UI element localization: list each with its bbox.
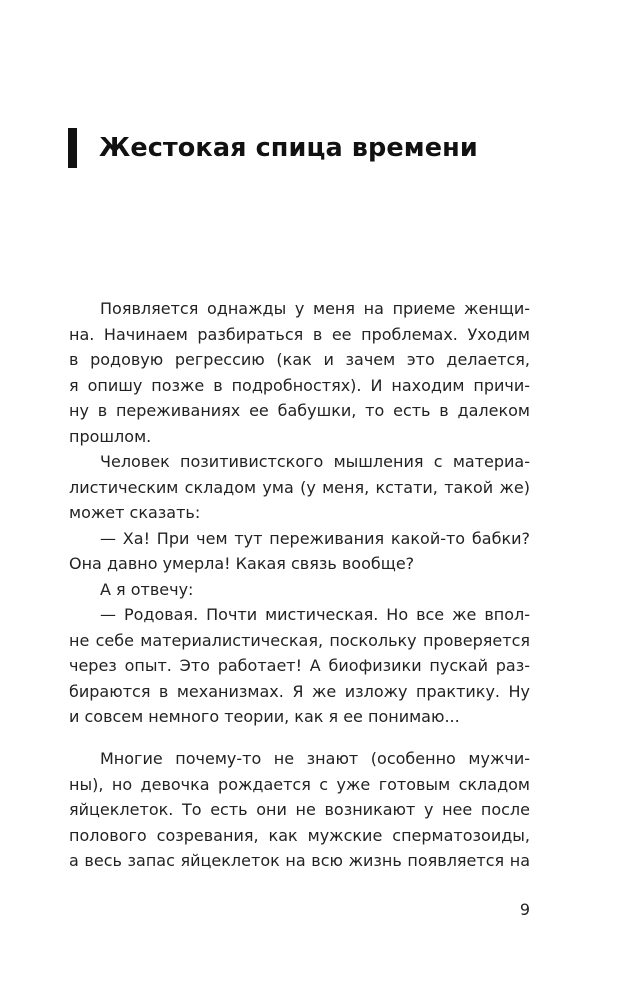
text-line: — Ха! При чем тут переживания какой-то бабки? [100, 528, 530, 548]
text-line: в родовую регрессию (как и зачем это делается, [69, 350, 530, 369]
text-line: может сказать: [69, 503, 201, 522]
text-line: и совсем немного теории, как я ее понимаю... [69, 707, 460, 726]
text-line: ны), но девочка рождается с уже готовым складом [69, 774, 530, 794]
text-line: — Родовая. Почти мистическая. Но все же впол- [100, 605, 530, 624]
text-line: на. Начинаем разбираться в ее проблемах. Уходим [69, 324, 530, 344]
text-line: полового созревания, как мужские сперматозоиды, [69, 825, 530, 845]
heading-bar-decoration [68, 128, 77, 168]
text-line: яйцеклеток. То есть они не возникают у нее после [69, 800, 530, 819]
text-line: а весь запас яйцеклеток на всю жизнь появляется на [69, 851, 530, 870]
text-line: не себе материалистическая, поскольку проверяется [69, 630, 530, 650]
text-line: листическим складом ума (у меня, кстати, такой же) [69, 477, 530, 497]
text-line: ну в переживаниях ее бабушки, то есть в далеком [69, 401, 530, 420]
text-line: Многие почему-то не знают (особенно мужчи- [100, 749, 530, 768]
text-line: прошлом. [69, 426, 152, 446]
text-line: Человек позитивистского мышления с материа- [100, 452, 530, 471]
text-line: Она давно умерла! Какая связь вообще? [69, 554, 415, 573]
text-line: бираются в механизмах. Я же изложу практику. Ну [69, 681, 530, 701]
chapter-heading [68, 128, 478, 168]
text-line: А я отвечу: [100, 579, 194, 599]
paragraph-block-2 [69, 746, 530, 874]
page-number: 9 [519, 900, 530, 919]
text-line: Появляется однажды у меня на приеме женщи- [100, 299, 530, 318]
text-line: через опыт. Это работает! А биофизики пускай раз- [69, 656, 530, 675]
chapter-title: Жестокая спица времени [99, 133, 478, 163]
paragraph-block-1 [69, 296, 530, 730]
text-line: я опишу позже в подробностях). И находим причи- [69, 375, 530, 395]
